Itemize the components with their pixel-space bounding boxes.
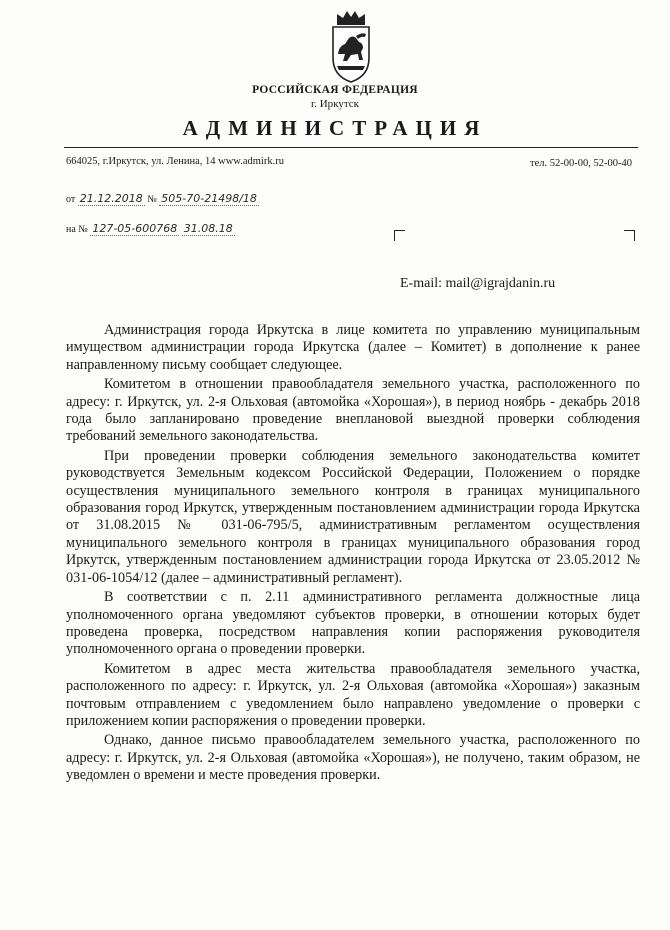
address-block-corner-left (394, 230, 405, 241)
incoming-number: 127-05-600768 (92, 222, 178, 235)
country-name: РОССИЙСКАЯ ФЕДЕРАЦИЯ (252, 84, 418, 96)
body-paragraph: В соответствии с п. 2.11 административного регламента должностные лица уполномоченного органа уведомляют субъектов проверки, в отношении которых будет проведена проверка, посредством направления копии распоряжения руководителя уполномоченного органа о проведении проверки. (66, 589, 640, 658)
outgoing-reference (66, 192, 259, 205)
organization-phone: тел. 52-00-00, 52-00-40 (530, 158, 632, 169)
address-block-corner-right (624, 230, 635, 241)
number-prefix: № (147, 194, 157, 205)
organization-title: АДМИНИСТРАЦИЯ (182, 116, 488, 140)
from-prefix: от (66, 194, 76, 205)
city-name: г. Иркутск (310, 98, 360, 110)
outgoing-number: 505-70-21498/18 (161, 192, 257, 205)
recipient-email: E-mail: mail@igrajdanin.ru (400, 276, 556, 291)
body-paragraph: При проведении проверки соблюдения земельного законодательства комитет руководствуется Земельным кодексом Российской Федерации, Положением о порядке осуществления муниципального земельного контроля в границах муниципального образования город Иркутск, утвержденным постановлением администрации города Иркутска от 31.08.2015 № 031-06-795/5, административным регламентом осуществления муниципального земельного контроля в границах муниципального образования город Иркутск, утвержденным постановлением администрации города Иркутска от 23.05.2012 № 031-06-1054/12 (далее – административный регламент). (66, 447, 640, 586)
reply-prefix: на № (66, 224, 88, 235)
body-paragraph: Комитетом в адрес места жительства правообладателя земельного участка, расположенного по адресу: г. Иркутск, ул. 2-я Ольховая (автомойка «Хорошая») заказным почтовым отправлением с уведомлением было направлено уведомление о проверки с приложением копии распоряжения о проведении проверки. (66, 660, 640, 729)
body-paragraph: Администрация города Иркутска в лице комитета по управлению муниципальным имуществом администрации города Иркутска (далее – Комитет) в дополнение к ранее направленному письму сообщает следующее. (66, 322, 640, 373)
organization-address: 664025, г.Иркутск, ул. Ленина, 14 www.admirk.ru (66, 156, 284, 167)
city-coat-of-arms-icon (329, 8, 373, 84)
body-paragraph: Комитетом в отношении правообладателя земельного участка, расположенного по адресу: г. Иркутск, ул. 2-я Ольховая (автомойка «Хорошая»), в период ноябрь - декабрь 2018 года было запланировано проведение внеплановой выездной проверки соблюдения требований земельного законодательства. (66, 376, 640, 445)
body-paragraph: Однако, данное письмо правообладателем земельного участка, расположенного по адресу: г. Иркутск, ул. 2-я Ольховая (автомойка «Хорошая»), не получено, таким образом, не уведомлен о времени и месте проведения проверки. (66, 732, 640, 784)
outgoing-date: 21.12.2018 (79, 192, 143, 205)
incoming-reference (66, 222, 235, 235)
header-divider (64, 147, 638, 148)
incoming-date: 31.08.18 (183, 222, 233, 235)
letter-body (66, 322, 640, 787)
